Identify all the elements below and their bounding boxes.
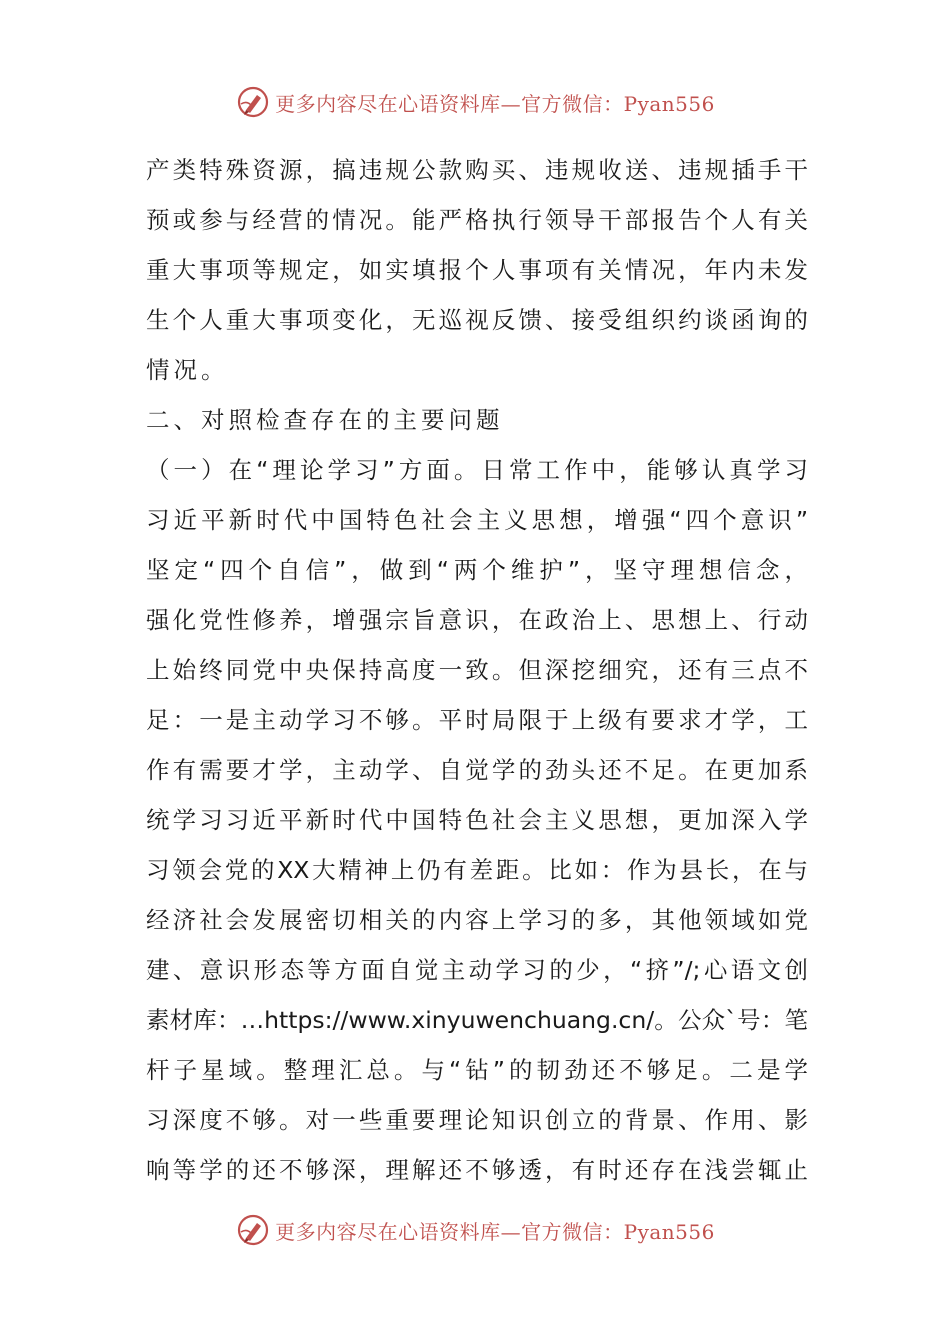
- header-watermark-text: 更多内容尽在心语资料库—官方微信：Pyan556: [275, 91, 715, 116]
- text-line: 习深度不够。对一些重要理论知识创立的背景、作用、影: [146, 1106, 808, 1134]
- text-line: 统学习习近平新时代中国特色社会主义思想，更加深入学: [146, 806, 808, 834]
- text-line: 响等学的还不够深，理解还不够透，有时还存在浅尝辄止: [146, 1156, 808, 1184]
- text-line: 重大事项等规定，如实填报个人事项有关情况，年内未发: [146, 256, 808, 284]
- footer-watermark-banner: [0, 1208, 950, 1252]
- footer-watermark-text: 更多内容尽在心语资料库—官方微信：Pyan556: [275, 1219, 715, 1244]
- text-line: 经济社会发展密切相关的内容上学习的多，其他领域如党: [146, 906, 808, 934]
- text-line: 预或参与经营的情况。能严格执行领导干部报告个人有关: [146, 206, 808, 234]
- text-line: 素材库：…https://www.xinyuwenchuang.cn/。公众`号：笔: [146, 1006, 808, 1034]
- text-line: 建、意识形态等方面自觉主动学习的少，“挤”/;心语文创: [146, 956, 808, 984]
- text-line: 习近平新时代中国特色社会主义思想，增强“四个意识”: [146, 506, 808, 534]
- text-line: 坚定“四个自信”，做到“两个维护”，坚守理想信念，: [146, 556, 808, 584]
- document-body: [146, 145, 808, 1195]
- text-line: 习领会党的XX大精神上仍有差距。比如：作为县长，在与: [146, 856, 808, 884]
- text-line: 上始终同党中央保持高度一致。但深挖细究，还有三点不: [146, 656, 808, 684]
- text-line: 足：一是主动学习不够。平时局限于上级有要求才学，工: [146, 706, 808, 734]
- text-line: 生个人重大事项变化，无巡视反馈、接受组织约谈函询的: [146, 306, 808, 334]
- text-line: （一）在“理论学习”方面。日常工作中，能够认真学习: [146, 456, 808, 484]
- text-line: 强化党性修养，增强宗旨意识，在政治上、思想上、行动: [146, 606, 808, 634]
- text-line: 情况。: [146, 356, 229, 384]
- header-watermark-banner: [0, 80, 950, 124]
- text-line: 作有需要才学，主动学、自觉学的劲头还不足。在更加系: [146, 756, 808, 784]
- text-line: 产类特殊资源，搞违规公款购买、违规收送、违规插手干: [146, 156, 808, 184]
- section-heading: 二、对照检查存在的主要问题: [146, 406, 504, 434]
- pen-nib-logo-icon: [235, 1212, 271, 1248]
- pen-nib-logo-icon: [235, 84, 271, 120]
- text-line: 杆子星域。整理汇总。与“钻”的韧劲还不够足。二是学: [146, 1056, 808, 1084]
